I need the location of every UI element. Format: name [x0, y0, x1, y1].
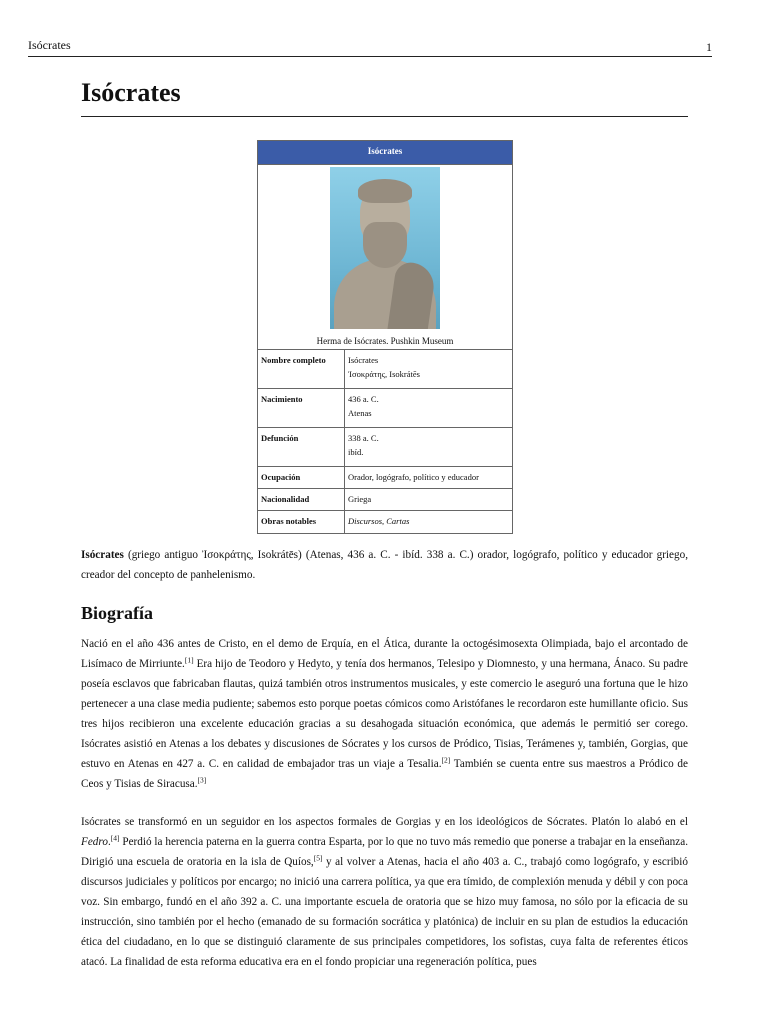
row-label: Nombre completo	[258, 350, 345, 389]
row-label: Ocupación	[258, 467, 345, 489]
row-value-line: ibíd.	[348, 447, 364, 457]
intro-name: Isócrates	[81, 549, 124, 561]
row-value	[345, 389, 513, 428]
infobox-image	[258, 165, 512, 333]
infobox-table	[258, 349, 512, 533]
page-number: 1	[706, 40, 712, 54]
running-title: Isócrates	[28, 38, 71, 52]
bust-portrait-image	[330, 167, 440, 329]
infobox-row	[258, 389, 512, 428]
row-value-line: Ἰσοκράτης, Isokrátēs	[348, 369, 420, 379]
reference-link[interactable]: [1]	[184, 655, 194, 665]
row-value-line: Atenas	[348, 408, 372, 418]
infobox-heading: Isócrates	[258, 141, 512, 165]
row-label: Nacimiento	[258, 389, 345, 428]
row-value	[345, 350, 513, 389]
work-link[interactable]: Cartas	[386, 516, 410, 526]
running-header	[28, 38, 712, 57]
row-value: Griega	[345, 489, 513, 511]
biography-paragraph-2: Isócrates se transformó en un seguidor en los aspectos formales de Gorgias y en los ideológicos de Sócrates. Platón lo alabó en el Fedro.[4] Perdió la herencia paterna en la guerra contra Esparta, por lo que no tuvo más remedio que ponerse a trabajar en la enseñanza. Dirigió una escuela de oratoria en la isla de Quíos,[5] y al volver a Atenas, hacia el año 403 a. C., trabajó como logógrafo, y escribió discursos judiciales y políticos por encargo; no inició una carrera política, ya que era tímido, de complexión menuda y débil y con poca voz. Sin embargo, fundó en el año 392 a. C. una importante escuela de oratoria que se hizo muy famosa, no sólo por la eficacia de su instrucción, sino también por el hecho (emanado de su formación socrática y platónica) de incluir en su plan de estudios la educación ética del ciudadano, en lo que se distinguió claramente de sus principales competidores, los sofistas, cuya falta de referentes éticos atacó. La finalidad de esta reforma educativa era en el fondo propiciar una regeneración política, pues	[81, 816, 688, 968]
page-title: Isócrates	[81, 78, 688, 117]
reference-link[interactable]: [2]	[441, 755, 451, 765]
reference-link[interactable]: [5]	[313, 853, 323, 863]
image-caption: Herma de Isócrates. Pushkin Museum	[316, 336, 454, 346]
work-link[interactable]: Discursos	[348, 516, 383, 526]
reference-link[interactable]: [4]	[110, 833, 120, 843]
intro-text: (griego antiguo Ἰσοκράτης, Isokrátēs) (Atenas, 436 a. C. - ibíd. 338 a. C.) orador, logógrafo, político y educador griego, creador del concepto de panhelenismo.	[81, 549, 688, 581]
intro-paragraph	[81, 545, 688, 585]
row-value	[345, 428, 513, 467]
work-title: Fedro	[81, 836, 108, 848]
infobox-row	[258, 428, 512, 467]
reference-link[interactable]: [3]	[197, 775, 207, 785]
row-label: Nacionalidad	[258, 489, 345, 511]
row-value: Discursos, Cartas	[345, 511, 513, 533]
row-value-line: 338 a. C.	[348, 433, 379, 443]
biography-paragraph-1: Nació en el año 436 antes de Cristo, en el demo de Erquía, en el Ática, durante la octogésimosexta Olimpiada, bajo el arcontado de Lisímaco de Mirriunte.[1] Era hijo de Teodoro y Hedyto, y tenía dos hermanos, Telesipo y Diomnesto, y una hermana, Ánaco. Su padre poseía esclavos que fabricaban flautas, quizá también otros instrumentos musicales, y este comercio le aseguró una fortuna que le hizo pertenecer a una clase media pudiente; sabemos esto porque poetas cómicos como Aristófanes le recordaron este humillante oficio. Sus tres hijos recibieron una excelente educación gracias a su desahogada situación económica, que además le permitió ser corego. Isócrates asistió en Atenas a los debates y discusiones de Sócrates y los cursos de Pródico, Tisias, Terámenes y, también, Gorgias, que estuvo en Atenas en 427 a. C. en calidad de embajador tras un viaje a Tesalia.[2] También se cuenta entre sus maestros a Pródico de Ceos y Tisias de Siracusa.[3]	[81, 638, 688, 790]
row-value: Orador, logógrafo, político y educador	[345, 467, 513, 489]
row-value-line: Isócrates	[348, 355, 379, 365]
infobox-row	[258, 511, 512, 533]
infobox-row	[258, 467, 512, 489]
row-value-line: 436 a. C.	[348, 394, 379, 404]
section-heading: Biografía	[81, 603, 153, 623]
infobox-row	[258, 350, 512, 389]
infobox	[257, 140, 513, 534]
row-label: Defunción	[258, 428, 345, 467]
infobox-row	[258, 489, 512, 511]
row-label: Obras notables	[258, 511, 345, 533]
